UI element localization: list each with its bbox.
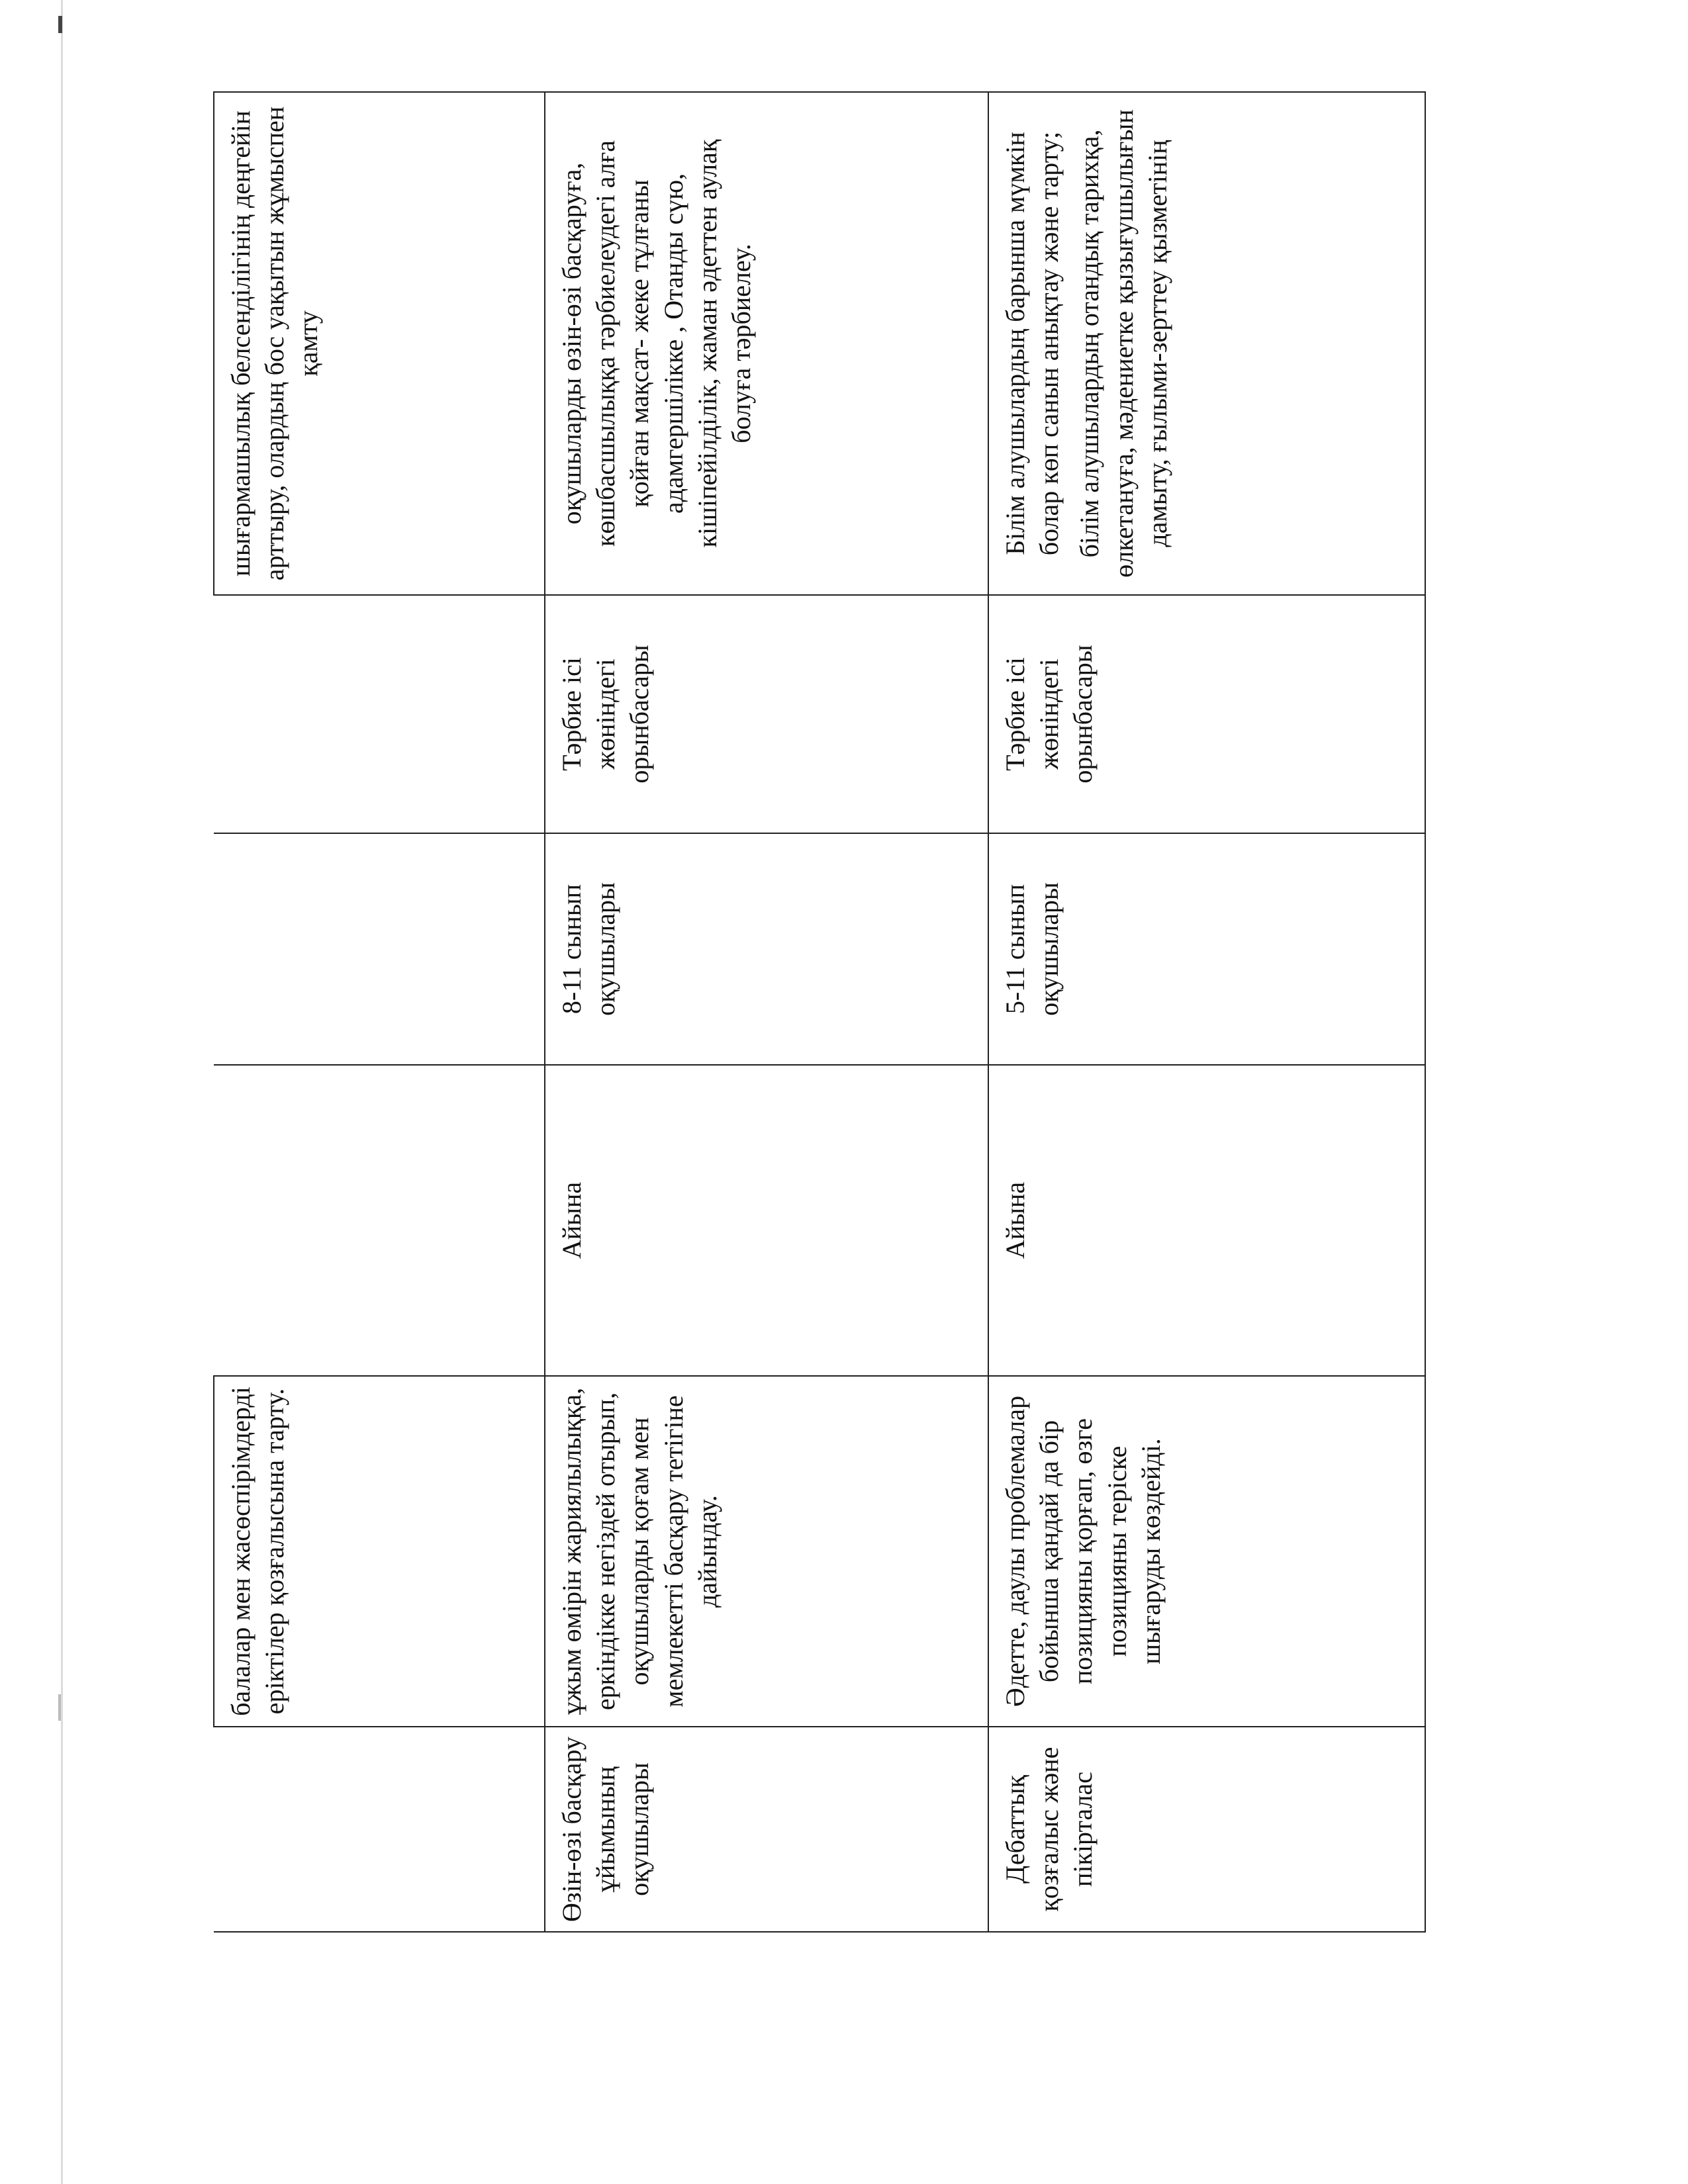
table-cell-frequency: Айына <box>545 1065 988 1376</box>
table-cell-responsible: Тәрбие ісі жөніндегі орынбасары <box>545 595 988 833</box>
scan-artifact-mark <box>58 16 62 33</box>
table-cell-empty <box>214 1727 545 1932</box>
scan-artifact-mark <box>58 1694 61 1721</box>
tasks-paragraph: білім алушылардың отандық тарихқа, өлкетануға, мәдениетке қызығушылығын дамыту, ғылыми-зерттеу қызметінің <box>1074 109 1172 578</box>
table-cell-goal: Әдетте, даулы проблемалар бойынша қандай да бір позицияны қорғап, өзге позицияны теріске шығаруды көздейді. <box>988 1376 1425 1727</box>
table-cell-participants: 5-11 сынып оқушылары <box>988 833 1425 1065</box>
table-cell-empty <box>214 595 545 833</box>
table-cell-name: Дебаттық қозғалыс және пікірталас <box>988 1727 1425 1932</box>
table-cell-empty <box>214 833 545 1065</box>
table-row-debate <box>988 92 1425 1932</box>
table-cell-name: Өзін-өзі басқару ұйымының оқушылары <box>545 1727 988 1932</box>
table-row-self-government <box>545 92 988 1932</box>
table-cell-responsible: Тәрбие ісі жөніндегі орынбасары <box>988 595 1425 833</box>
table-cell-participants: 8-11 сынып оқушылары <box>545 833 988 1065</box>
table-cell-tasks: шығармашылық белсенділігінің деңгейін арттыру, олардың бос уақытын жұмыспен қамту <box>214 92 545 595</box>
table-cell-tasks: оқушыларды өзін-өзі басқаруға, көшбасшылыққа тәрбиелеудегі алға қойған мақсат- жеке тұлғаны адамгершілікке , Отанды сүю, кішіпейілділік, жаман әдеттен аулақ болуға тәрбиелеу. <box>545 92 988 595</box>
table-cell-empty <box>214 1065 545 1376</box>
tasks-paragraph: Білім алушылардың барынша мүмкін болар көп санын анықтау және тарту; <box>1000 131 1064 556</box>
rotated-document-page <box>213 93 1365 1933</box>
table-row-continuation <box>214 92 545 1932</box>
table-cell-tasks <box>988 92 1425 595</box>
scan-artifact-line <box>61 0 63 2184</box>
table-cell-goal: балалар мен жасөспірімдерді еріктілер қозғалысына тарту. <box>214 1376 545 1727</box>
table-cell-frequency: Айына <box>988 1065 1425 1376</box>
table-cell-goal: ұжым өмірін жариялылыққа, еркіндікке негіздей отырып, оқушыларды қоғам мен мемлекетті басқару тетігіне дайындау. <box>545 1376 988 1727</box>
activity-plan-table <box>213 91 1426 1933</box>
